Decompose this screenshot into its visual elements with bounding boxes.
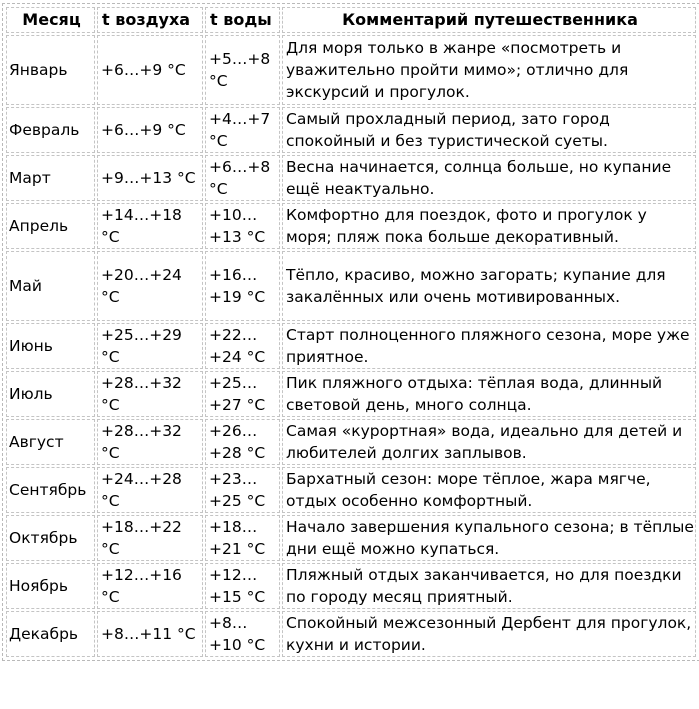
month-cell: Февраль — [6, 107, 95, 153]
water-temp-cell: +16… +19 °C — [205, 251, 280, 321]
comment-cell: Старт полноценного пляжного сезона, море уже приятное. — [282, 323, 696, 369]
air-temp-cell: +28…+32 °C — [97, 419, 203, 465]
month-cell: Декабрь — [6, 611, 95, 657]
water-temp-cell: +12… +15 °C — [205, 563, 280, 609]
water-temp-cell: +4…+7 °C — [205, 107, 280, 153]
water-temp-cell: +10… +13 °C — [205, 203, 280, 249]
climate-table-container — [2, 3, 699, 661]
header-air-temp: t воздуха — [97, 7, 203, 33]
header-month: Месяц — [6, 7, 95, 33]
water-temp-cell: +18… +21 °C — [205, 515, 280, 561]
air-temp-cell: +14…+18 °C — [97, 203, 203, 249]
table-row — [6, 467, 696, 513]
table-row — [6, 515, 696, 561]
month-cell: Август — [6, 419, 95, 465]
header-comment: Комментарий путешественника — [282, 7, 696, 33]
comment-cell: Самая «курортная» вода, идеально для детей и любителей долгих заплывов. — [282, 419, 696, 465]
water-temp-cell: +22… +24 °C — [205, 323, 280, 369]
air-temp-cell: +25…+29 °C — [97, 323, 203, 369]
air-temp-cell: +24…+28 °C — [97, 467, 203, 513]
table-row — [6, 203, 696, 249]
water-temp-cell: +23… +25 °C — [205, 467, 280, 513]
month-cell: Май — [6, 251, 95, 321]
comment-cell: Тёпло, красиво, можно загорать; купание для закалённых или очень мотивированных. — [282, 251, 696, 321]
water-temp-cell: +6…+8 °C — [205, 155, 280, 201]
table-row — [6, 251, 696, 321]
air-temp-cell: +6…+9 °C — [97, 107, 203, 153]
month-cell: Апрель — [6, 203, 95, 249]
table-header-row — [6, 7, 696, 33]
water-temp-cell: +8… +10 °C — [205, 611, 280, 657]
table-row — [6, 563, 696, 609]
month-cell: Июль — [6, 371, 95, 417]
air-temp-cell: +18…+22 °C — [97, 515, 203, 561]
table-row — [6, 419, 696, 465]
air-temp-cell: +9…+13 °C — [97, 155, 203, 201]
air-temp-cell: +12…+16 °C — [97, 563, 203, 609]
climate-table — [4, 5, 698, 659]
table-row — [6, 35, 696, 105]
table-row — [6, 323, 696, 369]
table-row — [6, 107, 696, 153]
month-cell: Сентябрь — [6, 467, 95, 513]
comment-cell: Комфортно для поездок, фото и прогулок у моря; пляж пока больше декоративный. — [282, 203, 696, 249]
comment-cell: Бархатный сезон: море тёплое, жара мягче, отдых особенно комфортный. — [282, 467, 696, 513]
month-cell: Июнь — [6, 323, 95, 369]
comment-cell: Весна начинается, солнца больше, но купание ещё неактуально. — [282, 155, 696, 201]
comment-cell: Пик пляжного отдыха: тёплая вода, длинный световой день, много солнца. — [282, 371, 696, 417]
table-row — [6, 611, 696, 657]
table-row — [6, 155, 696, 201]
table-row — [6, 371, 696, 417]
month-cell: Март — [6, 155, 95, 201]
comment-cell: Пляжный отдых заканчивается, но для поездки по городу месяц приятный. — [282, 563, 696, 609]
air-temp-cell: +8…+11 °C — [97, 611, 203, 657]
month-cell: Ноябрь — [6, 563, 95, 609]
water-temp-cell: +5…+8 °C — [205, 35, 280, 105]
comment-cell: Спокойный межсезонный Дербент для прогулок, кухни и истории. — [282, 611, 696, 657]
air-temp-cell: +28…+32 °C — [97, 371, 203, 417]
month-cell: Октябрь — [6, 515, 95, 561]
month-cell: Январь — [6, 35, 95, 105]
water-temp-cell: +25… +27 °C — [205, 371, 280, 417]
comment-cell: Самый прохладный период, зато город спокойный и без туристической суеты. — [282, 107, 696, 153]
water-temp-cell: +26… +28 °C — [205, 419, 280, 465]
comment-cell: Для моря только в жанре «посмотреть и уважительно пройти мимо»; отлично для экскурсий и прогулок. — [282, 35, 696, 105]
air-temp-cell: +20…+24 °C — [97, 251, 203, 321]
air-temp-cell: +6…+9 °C — [97, 35, 203, 105]
comment-cell: Начало завершения купального сезона; в тёплые дни ещё можно купаться. — [282, 515, 696, 561]
header-water-temp: t воды — [205, 7, 280, 33]
